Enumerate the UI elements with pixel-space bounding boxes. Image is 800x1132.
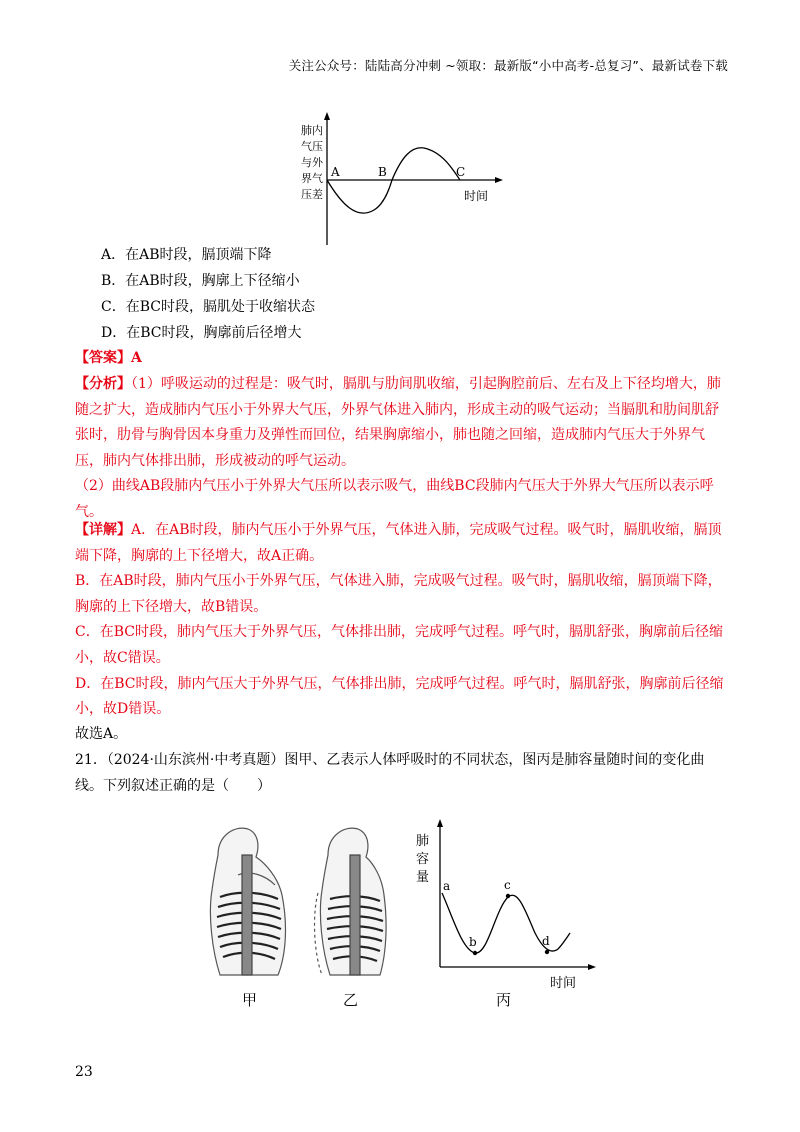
detail-c: C．在BC时段，肺内气压大于外界气压，气体排出肺，完成呼气过程。呼气时，膈肌舒张，胸廓前后径缩小，故C错误。 (75, 624, 723, 666)
label-bing: 丙 (496, 991, 512, 1009)
analysis-section (75, 372, 730, 526)
point-b-label: B (378, 165, 387, 179)
option-a: A．在AB时段，膈顶端下降 (101, 247, 272, 263)
page-header: 关注公众号：陆陆高分冲刺 ~领取：最新版“小中高考-总复习”、最新试卷下载 (288, 58, 728, 73)
detail-tag: 【详解】 (75, 522, 131, 538)
question-21: 21．（2024·山东滨州·中考真题）图甲、乙表示人体呼吸时的不同状态，图丙是肺容量随时间的变化曲线。下列叙述正确的是（ ） (75, 752, 705, 794)
ylabel-line-5: 压差 (301, 188, 323, 201)
ylabel-line-3: 与外 (301, 156, 323, 169)
label-jia: 甲 (242, 991, 258, 1009)
lung-volume-chart (416, 819, 596, 991)
torso-jia (210, 828, 285, 975)
chart-ylabel-3: 量 (416, 870, 430, 885)
detail-b: B．在AB时段，肺内气压小于外界气压，气体进入肺，完成吸气过程。吸气时，膈肌收缩，膈顶端下降，胸廓的上下径增大，故B错误。 (75, 573, 722, 615)
option-d: D．在BC时段，胸廓前后径增大 (101, 325, 302, 341)
lung-volume-curve (442, 893, 570, 953)
torso-yi (315, 828, 387, 975)
answer: 【答案】A (75, 350, 142, 366)
label-yi: 乙 (343, 991, 359, 1009)
point-d-label: d (542, 934, 550, 948)
point-a-label: a (443, 879, 451, 893)
detail-section (75, 518, 730, 723)
analysis-p2: （2）曲线AB段肺内气压小于外界大气压所以表示吸气，曲线BC段肺内气压大于外界大气压所以表示呼气。 (75, 478, 714, 520)
analysis-p1: （1）呼吸运动的过程是：吸气时，膈肌与肋间肌收缩，引起胸腔前后、左右及上下径均增大，肺随之扩大，造成肺内气压小于外界大气压，外界气体进入肺内，形成主动的吸气运动；当膈肌和肋间肌舒张时，肋骨与胸骨因本身重力及弹性而回位，结果胸廓缩小，肺也随之回缩，造成肺内气压大于外界气压，肺内气体排出肺，形成被动的呼气运动。 (75, 376, 721, 469)
option-b: B．在AB时段，胸廓上下径缩小 (101, 273, 300, 289)
y-axis-arrow (324, 112, 330, 120)
point-c-label: C (456, 165, 466, 179)
conclusion: 故选A。 (75, 726, 128, 742)
ylabel-line-4: 界气 (301, 172, 323, 185)
point-a-label: A (331, 165, 340, 179)
ylabel-line-1: 肺内 (301, 124, 323, 137)
pressure-curve-figure (292, 110, 507, 250)
detail-a: A．在AB时段，肺内气压小于外界气压，气体进入肺，完成吸气过程。吸气时，膈肌收缩，膈顶端下降，胸廓的上下径增大，故A正确。 (75, 522, 722, 564)
point-d-dot (545, 950, 549, 954)
analysis-tag: 【分析】 (75, 376, 131, 392)
x-axis-label: 时间 (464, 189, 489, 203)
ylabel-line-2: 气压 (301, 140, 323, 153)
option-c: C．在BC时段，膈肌处于收缩状态 (101, 299, 315, 315)
chart-xlabel: 时间 (550, 976, 577, 991)
breathing-figure (190, 815, 600, 1015)
x-axis-arrow (495, 177, 503, 183)
chart-ylabel-2: 容 (416, 852, 430, 867)
chart-ylabel-1: 肺 (416, 834, 430, 849)
point-b-label: b (469, 935, 477, 949)
point-c-label: c (504, 878, 511, 892)
point-b-dot (473, 951, 477, 955)
page-number: 23 (75, 1064, 93, 1080)
point-c-dot (506, 894, 510, 898)
detail-d: D．在BC时段，肺内气压大于外界气压，气体排出肺，完成呼气过程。呼气时，膈肌舒张，胸廓前后径缩小，故D错误。 (75, 675, 724, 718)
